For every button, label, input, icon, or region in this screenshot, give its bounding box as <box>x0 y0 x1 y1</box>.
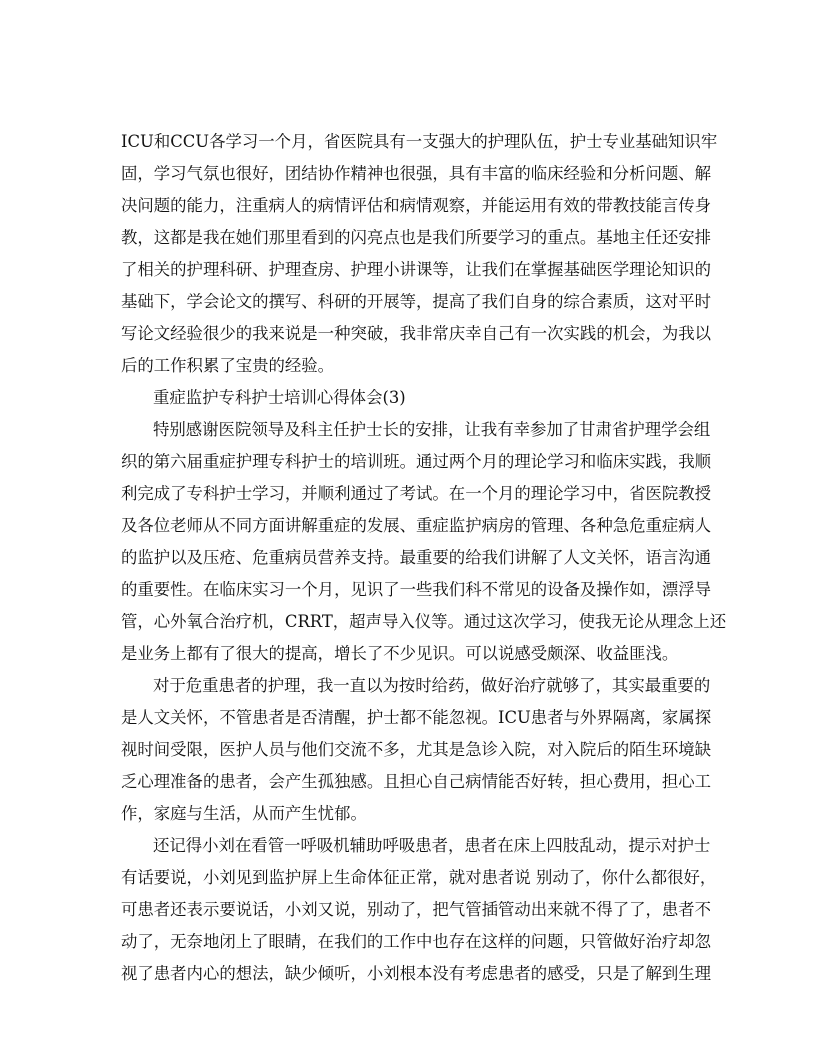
text-line: 特别感谢医院领导及科主任护士长的安排，让我有幸参加了甘肃省护理学会组 <box>153 420 711 439</box>
text-line: 后的工作积累了宝贵的经验。 <box>121 356 335 375</box>
document-body <box>121 126 727 990</box>
text-line: 基础下，学会论文的撰写、科研的开展等，提高了我们自身的综合素质，这对平时 <box>121 292 712 311</box>
text-line: 的重要性。在临床实习一个月，见识了一些我们科不常见的设备及操作如，漂浮导 <box>121 580 712 599</box>
text-line: 是业务上都有了很大的提高，增长了不少见识。可以说感受颇深、收益匪浅。 <box>121 644 679 663</box>
text-line: 固，学习气氛也很好，团结协作精神也很强，具有丰富的临床经验和分析问题、解 <box>121 164 712 183</box>
text-line: 乏心理准备的患者，会产生孤独感。且担心自己病情能否好转，担心费用，担心工 <box>121 772 712 791</box>
text-line: 是人文关怀，不管患者是否清醒，护士都不能忽视。ICU患者与外界隔离，家属探 <box>121 708 712 727</box>
text-line: 了相关的护理科研、护理查房、护理小讲课等，让我们在掌握基础医学理论知识的 <box>121 260 712 279</box>
text-line: 管，心外氧合治疗机，CRRT，超声导入仪等。通过这次学习，使我无论从理念上还 <box>121 612 727 631</box>
text-line: 织的第六届重症护理专科护士的培训班。通过两个月的理论学习和临床实践，我顺 <box>121 452 712 471</box>
text-line: 的监护以及压疮、危重病员营养支持。最重要的给我们讲解了人文关怀，语言沟通 <box>121 548 712 567</box>
text-line: 决问题的能力，注重病人的病情评估和病情观察，并能运用有效的带教技能言传身 <box>121 196 712 215</box>
text-line: ICU和CCU各学习一个月，省医院具有一支强大的护理队伍，护士专业基础知识牢 <box>121 132 718 151</box>
text-line: 视时间受限，医护人员与他们交流不多，尤其是急诊入院，对入院后的陌生环境缺 <box>121 740 712 759</box>
text-line: 教，这都是我在她们那里看到的闪亮点也是我们所要学习的重点。基地主任还安排 <box>121 228 712 247</box>
text-line: 利完成了专科护士学习，并顺利通过了考试。在一个月的理论学习中，省医院教授 <box>121 484 712 503</box>
section-heading: 重症监护专科护士培训心得体会(3) <box>153 388 406 407</box>
text-line: 写论文经验很少的我来说是一种突破，我非常庆幸自己有一次实践的机会，为我以 <box>121 324 712 343</box>
text-line: 作，家庭与生活，从而产生忧郁。 <box>121 804 367 823</box>
text-line: 可患者还表示要说话，小刘又说，别动了，把气管插管动出来就不得了了，患者不 <box>121 900 712 919</box>
text-line: 及各位老师从不同方面讲解重症的发展、重症监护病房的管理、各种急危重症病人 <box>121 516 712 535</box>
text-line: 有话要说，小刘见到监护屏上生命体征正常，就对患者说 别动了，你什么都很好， <box>121 868 717 887</box>
text-line: 视了患者内心的想法，缺少倾听，小刘根本没有考虑患者的感受，只是了解到生理 <box>121 964 712 983</box>
text-line: 动了，无奈地闭上了眼睛，在我们的工作中也存在这样的问题，只管做好治疗却忽 <box>121 932 712 951</box>
text-line: 对于危重患者的护理，我一直以为按时给药，做好治疗就够了，其实最重要的 <box>153 676 711 695</box>
text-line: 还记得小刘在看管一呼吸机辅助呼吸患者，患者在床上四肢乱动，提示对护士 <box>153 836 711 855</box>
